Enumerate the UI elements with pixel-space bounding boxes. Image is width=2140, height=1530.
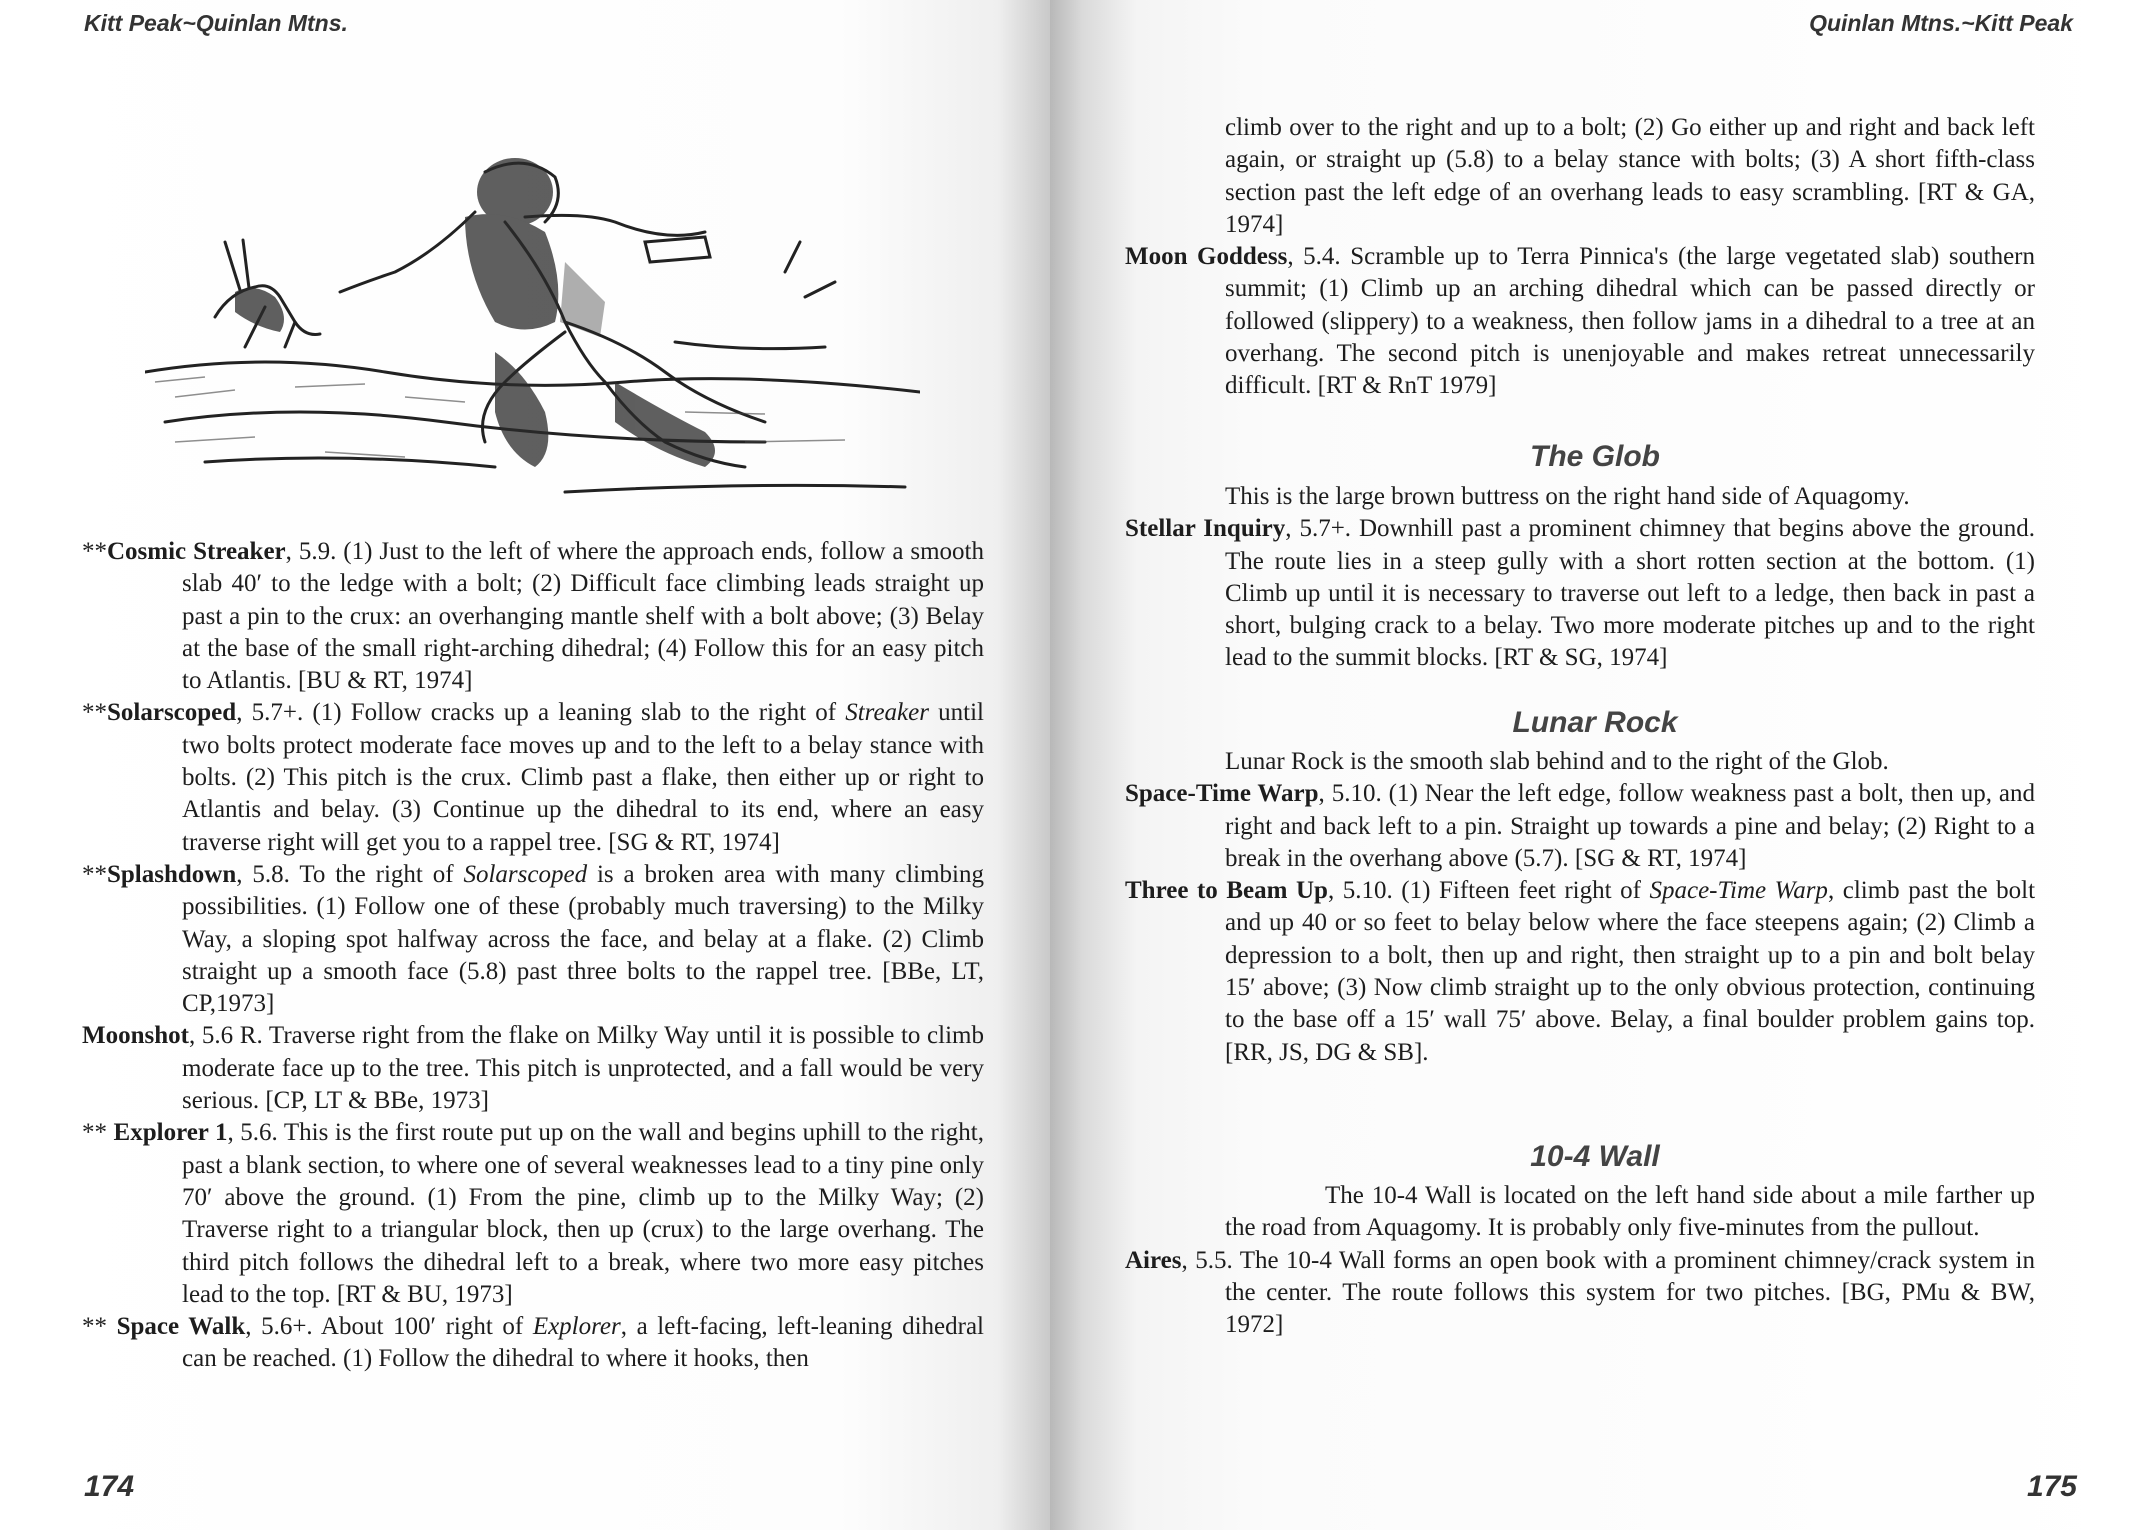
- route-description-cont: is a broken area with many climbing possibilities. (1) Follow one of these (probably much traversing) to the Milky Way, a sloping spot halfway across the face, and belay at a flake. (2) Climb straight up a smooth face (5.8) past three bolts to the rappel tree. [BBe, LT, CP,1973]: [182, 860, 984, 1018]
- page-number-right: 175: [2026, 1470, 2077, 1503]
- left-page: [0, 0, 1050, 1530]
- glob-section: [1125, 481, 2035, 675]
- route-entry: [82, 1311, 984, 1376]
- section-title-glob: [1050, 440, 2140, 474]
- route-description: , 5.4. Scramble up to Terra Pinnica's (the large vegetated slab) southern summit; (1) Climb up an arching dihedral which can be passed directly or followed (slippery) to a weakness, then follow jams in a dihedral to a tree at an overhang. The second pitch is unenjoyable and makes retreat unnecessarily difficult. [RT & RnT 1979]: [1225, 243, 2035, 400]
- route-entry: [82, 859, 984, 1020]
- route-description: , 5.10. (1) Fifteen feet right of: [1327, 877, 1650, 905]
- route-entry: [1125, 778, 2035, 875]
- route-reference: Space-Time Warp: [1649, 877, 1828, 905]
- route-name: Explorer 1: [113, 1119, 228, 1147]
- route-stars: **: [82, 538, 107, 565]
- section-intro: The 10-4 Wall is located on the left hand side about a mile farther up the road from Aquagomy. It is probably only five-minutes from the pullout.: [1225, 1182, 2035, 1242]
- section-title-lunar-rock: [1050, 706, 2140, 740]
- route-reference: Explorer: [532, 1313, 621, 1341]
- route-description: , 5.10. (1) Near the left edge, follow weakness past a bolt, then up, and right and back left to a pin. Straight up towards a pine and belay; (2) Right to a break in the overhang above (5.7). [SG & RT, 1974]: [1225, 780, 2035, 872]
- route-description: , 5.7+. (1) Follow cracks up a leaning slab to the right of: [236, 699, 846, 727]
- left-page-body: [82, 536, 984, 1376]
- route-reference: Solarscoped: [463, 860, 588, 888]
- section-title-text: The Glob: [1530, 440, 1660, 473]
- route-description: , 5.6 R. Traverse right from the flake on Milky Way until it is possible to climb moderate face up to the tree. This pitch is unprotected, and a fall would be very serious. [CP, LT & BBe, 1973]: [182, 1022, 984, 1115]
- route-name: Solarscoped: [107, 699, 237, 727]
- route-entry: [1125, 513, 2035, 674]
- section-title-10-4-wall: [1050, 1140, 2140, 1174]
- route-continuation: climb over to the right and up to a bolt; (2) Go either up and right and back left again, or straight up (5.8) to a belay stance with bolts; (3) A short fifth-class section past the left edge of an overhang leads to easy scrambling. [RT & GA, 1974]: [1225, 114, 2035, 238]
- running-head-left: Kitt Peak~Quinlan Mtns.: [84, 10, 348, 36]
- route-description: , 5.7+. Downhill past a prominent chimney that begins above the ground. The route lies in a steep gully with a short rotten section at the bottom. (1) Climb up until it is necessary to traverse out left to a ledge, then back in past a short, bulging crack to a belay. Two more moderate pitches up and to the right lead to the summit blocks. [RT & SG, 1974]: [1225, 515, 2036, 672]
- route-name: Cosmic Streaker: [107, 538, 286, 565]
- route-stars: **: [82, 1119, 114, 1147]
- route-description-cont: , climb past the bolt and up 40 or so feet to belay below where the face steepens again; (2) Climb a depression to a bolt, then up and right, then straight up to a pin and bolt belay 15′ above; (3) Now climb straight up to the only obvious protection, continuing to the base off a 15′ wall 75′ above. Belay, a final boulder problem gains top. [RR, JS, DG & SB].: [1225, 877, 2036, 1066]
- section-intro: Lunar Rock is the smooth slab behind and to the right of the Glob.: [1225, 748, 1889, 775]
- route-name: Aires: [1125, 1246, 1182, 1274]
- route-entry: [1125, 241, 2035, 402]
- route-description: , 5.9. (1) Just to the left of where the approach ends, follow a smooth slab 40′ to the ledge with a bolt; (2) Difficult face climbing leads straight up past a pin to the crux: an overhanging mantle shelf with a bolt above; (3) Belay at the base of the small right-arching dihedral; (4) Follow this for an easy pitch to Atlantis. [BU & RT, 1974]: [182, 538, 984, 695]
- right-page-top-block: [1125, 112, 2035, 403]
- route-entry: [82, 536, 984, 697]
- route-name: Space-Time Warp: [1125, 780, 1319, 808]
- lunar-rock-section: [1125, 746, 2035, 1069]
- route-name: Space Walk: [116, 1313, 246, 1341]
- route-stars: **: [82, 1313, 117, 1341]
- route-entry: [82, 697, 984, 858]
- route-description: , 5.6+. About 100′ right of: [245, 1313, 533, 1341]
- route-entry: [82, 1020, 984, 1117]
- route-name: Stellar Inquiry: [1125, 515, 1286, 543]
- route-entry: [1125, 1245, 2035, 1342]
- route-name: Moon Goddess: [1125, 243, 1288, 271]
- route-entry: [1125, 875, 2035, 1069]
- route-name: Three to Beam Up: [1125, 877, 1328, 905]
- section-title-text: Lunar Rock: [1512, 706, 1678, 739]
- route-name: Moonshot: [82, 1022, 189, 1050]
- route-description: , 5.6. This is the first route put up on the wall and begins uphill to the right, past a blank section, to where one of several weaknesses lead to a tiny pine only 70′ above the ground. (1) From the pine, climb up to the Milky Way; (2) Traverse right to a triangular block, then up (crux) to the large overhang. The third pitch follows the dihedral left to a break, where two more easy pitches lead to the top. [RT & BU, 1973]: [182, 1119, 984, 1308]
- ten-four-wall-section: [1125, 1180, 2035, 1341]
- section-title-text: 10-4 Wall: [1530, 1140, 1660, 1173]
- route-stars: **: [82, 860, 107, 888]
- route-description-cont: until two bolts protect moderate face moves up and to the left to a belay stance with bolts. (2) This pitch is the crux. Climb past a flake, then either up or right to Atlantis and belay. (3) Continue up the dihedral to its end, where an easy traverse right will get you to a rappel tree. [SG & RT, 1974]: [182, 699, 984, 856]
- route-stars: **: [82, 699, 107, 727]
- illustration-runner-chasing-rabbit: [145, 122, 920, 512]
- page-number-left: 174: [84, 1470, 135, 1503]
- route-name: Splashdown: [107, 860, 237, 888]
- route-entry: [82, 1117, 984, 1311]
- route-description: , 5.5. The 10-4 Wall forms an open book with a prominent chimney/crack system in the center. The route follows this system for two pitches. [BG, PMu & BW, 1972]: [1181, 1246, 2035, 1339]
- running-head-right: Quinlan Mtns.~Kitt Peak: [1809, 10, 2073, 36]
- route-description-cont: , a left-facing, left-leaning dihedral can be reached. (1) Follow the dihedral to where it hooks, then: [182, 1313, 984, 1373]
- section-intro: This is the large brown buttress on the right hand side of Aquagomy.: [1225, 483, 1910, 510]
- route-description: , 5.8. To the right of: [236, 860, 464, 888]
- route-reference: Streaker: [845, 699, 929, 727]
